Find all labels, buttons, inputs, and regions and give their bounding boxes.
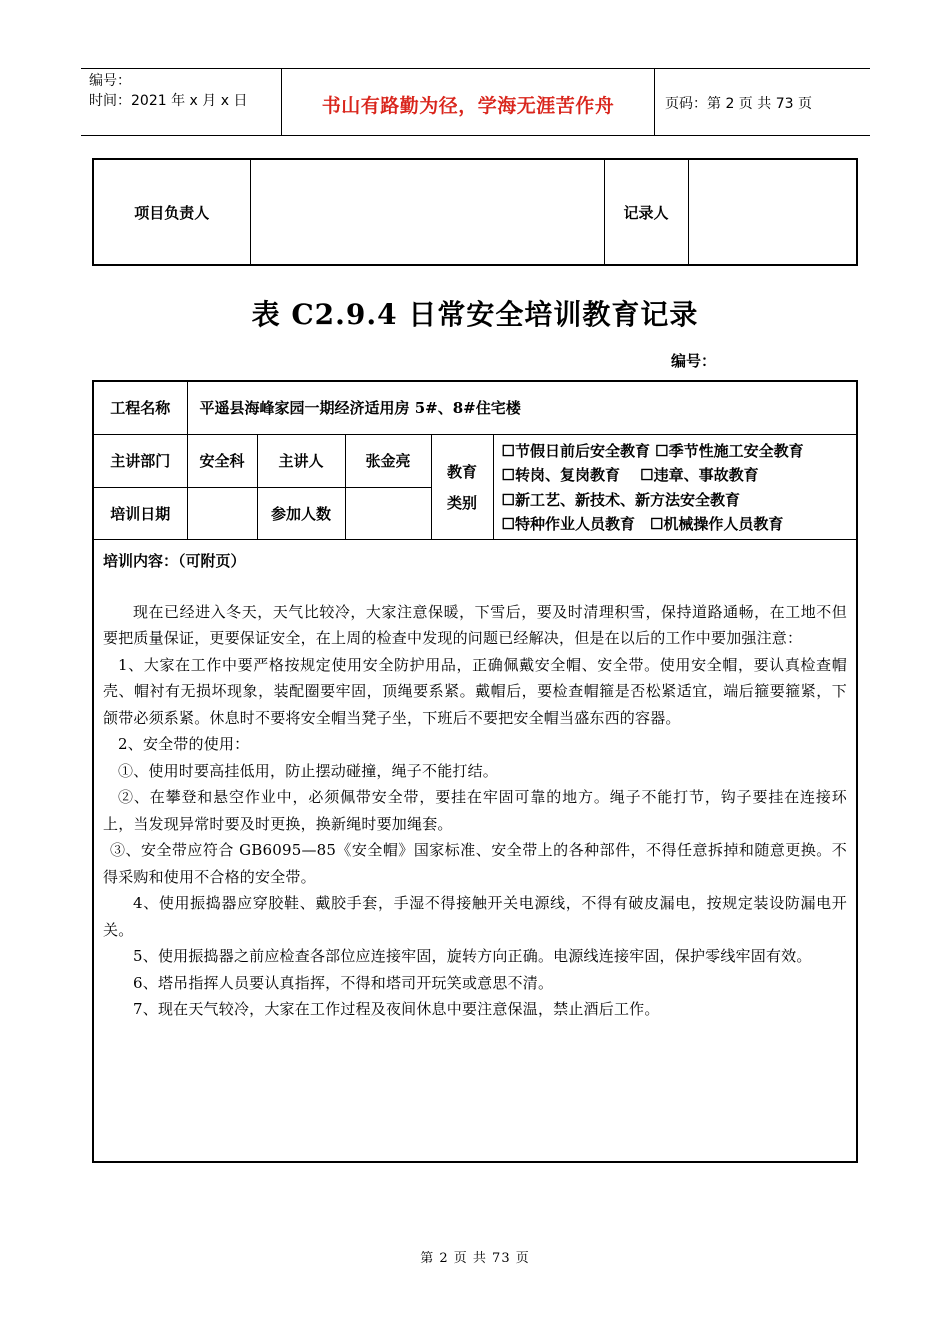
- edu-type-option[interactable]: ☐转岗、复岗教育 ☐违章、事故教育: [501, 466, 759, 484]
- speaker-label: 主讲人: [257, 434, 345, 487]
- edu-type-label: [431, 434, 493, 539]
- signature-table: [92, 158, 858, 266]
- date-field[interactable]: [187, 487, 257, 539]
- edu-type-option[interactable]: ☐节假日前后安全教育 ☐季节性施工安全教育: [501, 441, 804, 460]
- speaker-value: 张金亮: [345, 434, 431, 487]
- content-paragraph: 4、使用振捣器应穿胶鞋、戴胶手套，手湿不得接触开关电源线，不得有破皮漏电，按规定装设防漏电开关。: [103, 894, 847, 939]
- header-number-label: 编号：: [89, 73, 131, 89]
- header-page-info: 页码：第 2 页 共 73 页: [665, 96, 812, 112]
- training-record-table: [92, 380, 858, 1163]
- edu-type-options: [493, 434, 857, 539]
- content-paragraph: 2、安全带的使用：: [118, 735, 250, 753]
- training-content: [93, 539, 857, 1162]
- project-name-value: 平遥县海峰家园一期经济适用房 5#、8#住宅楼: [187, 381, 857, 434]
- recorder-field[interactable]: [688, 159, 857, 265]
- content-heading: 培训内容：（可附页）: [103, 551, 246, 570]
- project-name-label: 工程名称: [93, 381, 187, 434]
- edu-type-label-line2: 类别: [446, 493, 477, 512]
- header-time: 时间：2021 年 x 月 x 日: [89, 93, 248, 109]
- edu-type-option[interactable]: ☐特种作业人员教育 ☐机械操作人员教育: [501, 515, 784, 533]
- content-paragraph: ②、在攀登和悬空作业中，必须佩带安全带，要挂在牢固可靠的地方。绳子不能打节，钩子要挂在连接环上，当发现异常时要及时更换，换新绳时要加绳套。: [103, 788, 847, 833]
- content-paragraph: 1、大家在工作中要严格按规定使用安全防护用品，正确佩戴安全帽、安全带。使用安全帽，要认真检查帽壳、帽衬有无损坏现象，装配圈要牢固，顶绳要系紧。戴帽后，要检查帽箍是否松紧适宜，端后箍要箍紧，下颌带必须系紧。休息时不要将安全帽当凳子坐，下班后不要把安全帽当盛东西的容器。: [103, 655, 847, 727]
- content-paragraph: 现在已经进入冬天，天气比较冷，大家注意保暖，下雪后，要及时清理积雪，保持道路通畅，在工地不但要把质量保证，更要保证安全，在上周的检查中发现的问题已经解决，但是在以后的工作中要加强注意：: [103, 602, 847, 647]
- participants-field[interactable]: [345, 487, 431, 539]
- recorder-label: 记录人: [604, 159, 688, 265]
- header-meta: [89, 71, 247, 111]
- document-title: 表 C2.9.4 日常安全培训教育记录: [251, 298, 699, 331]
- participants-label: 参加人数: [257, 487, 345, 539]
- project-lead-field[interactable]: [250, 159, 604, 265]
- dept-label: 主讲部门: [93, 434, 187, 487]
- dept-value: 安全科: [187, 434, 257, 487]
- content-paragraph: 7、现在天气较冷，大家在工作过程及夜间休息中要注意保温，禁止酒后工作。: [133, 1000, 660, 1018]
- project-lead-label: 项目负责人: [93, 159, 250, 265]
- content-paragraph: ③、安全带应符合 GB6095—85《安全帽》国家标准、安全带上的各种部件，不得任意拆掉和随意更换。不得采购和使用不合格的安全带。: [103, 841, 847, 886]
- edu-type-option[interactable]: ☐新工艺、新技术、新方法安全教育: [501, 490, 740, 509]
- content-paragraph: 5、使用振捣器之前应检查各部位应连接牢固，旋转方向正确。电源线连接牢固，保护零线牢固有效。: [133, 947, 812, 965]
- date-label: 培训日期: [93, 487, 187, 539]
- page-footer: 第 2 页 共 73 页: [420, 1251, 530, 1266]
- page-header: [81, 68, 870, 136]
- content-paragraph: ①、使用时要高挂低用，防止摆动碰撞，绳子不能打结。: [118, 761, 499, 780]
- edu-type-label-line1: 教育: [446, 462, 477, 481]
- document-number-label: 编号：: [671, 352, 717, 370]
- header-motto: 书山有路勤为径，学海无涯苦作舟: [321, 95, 615, 117]
- content-paragraph: 6、塔吊指挥人员要认真指挥，不得和塔司开玩笑或意思不清。: [133, 973, 554, 992]
- header-divider: [654, 69, 655, 135]
